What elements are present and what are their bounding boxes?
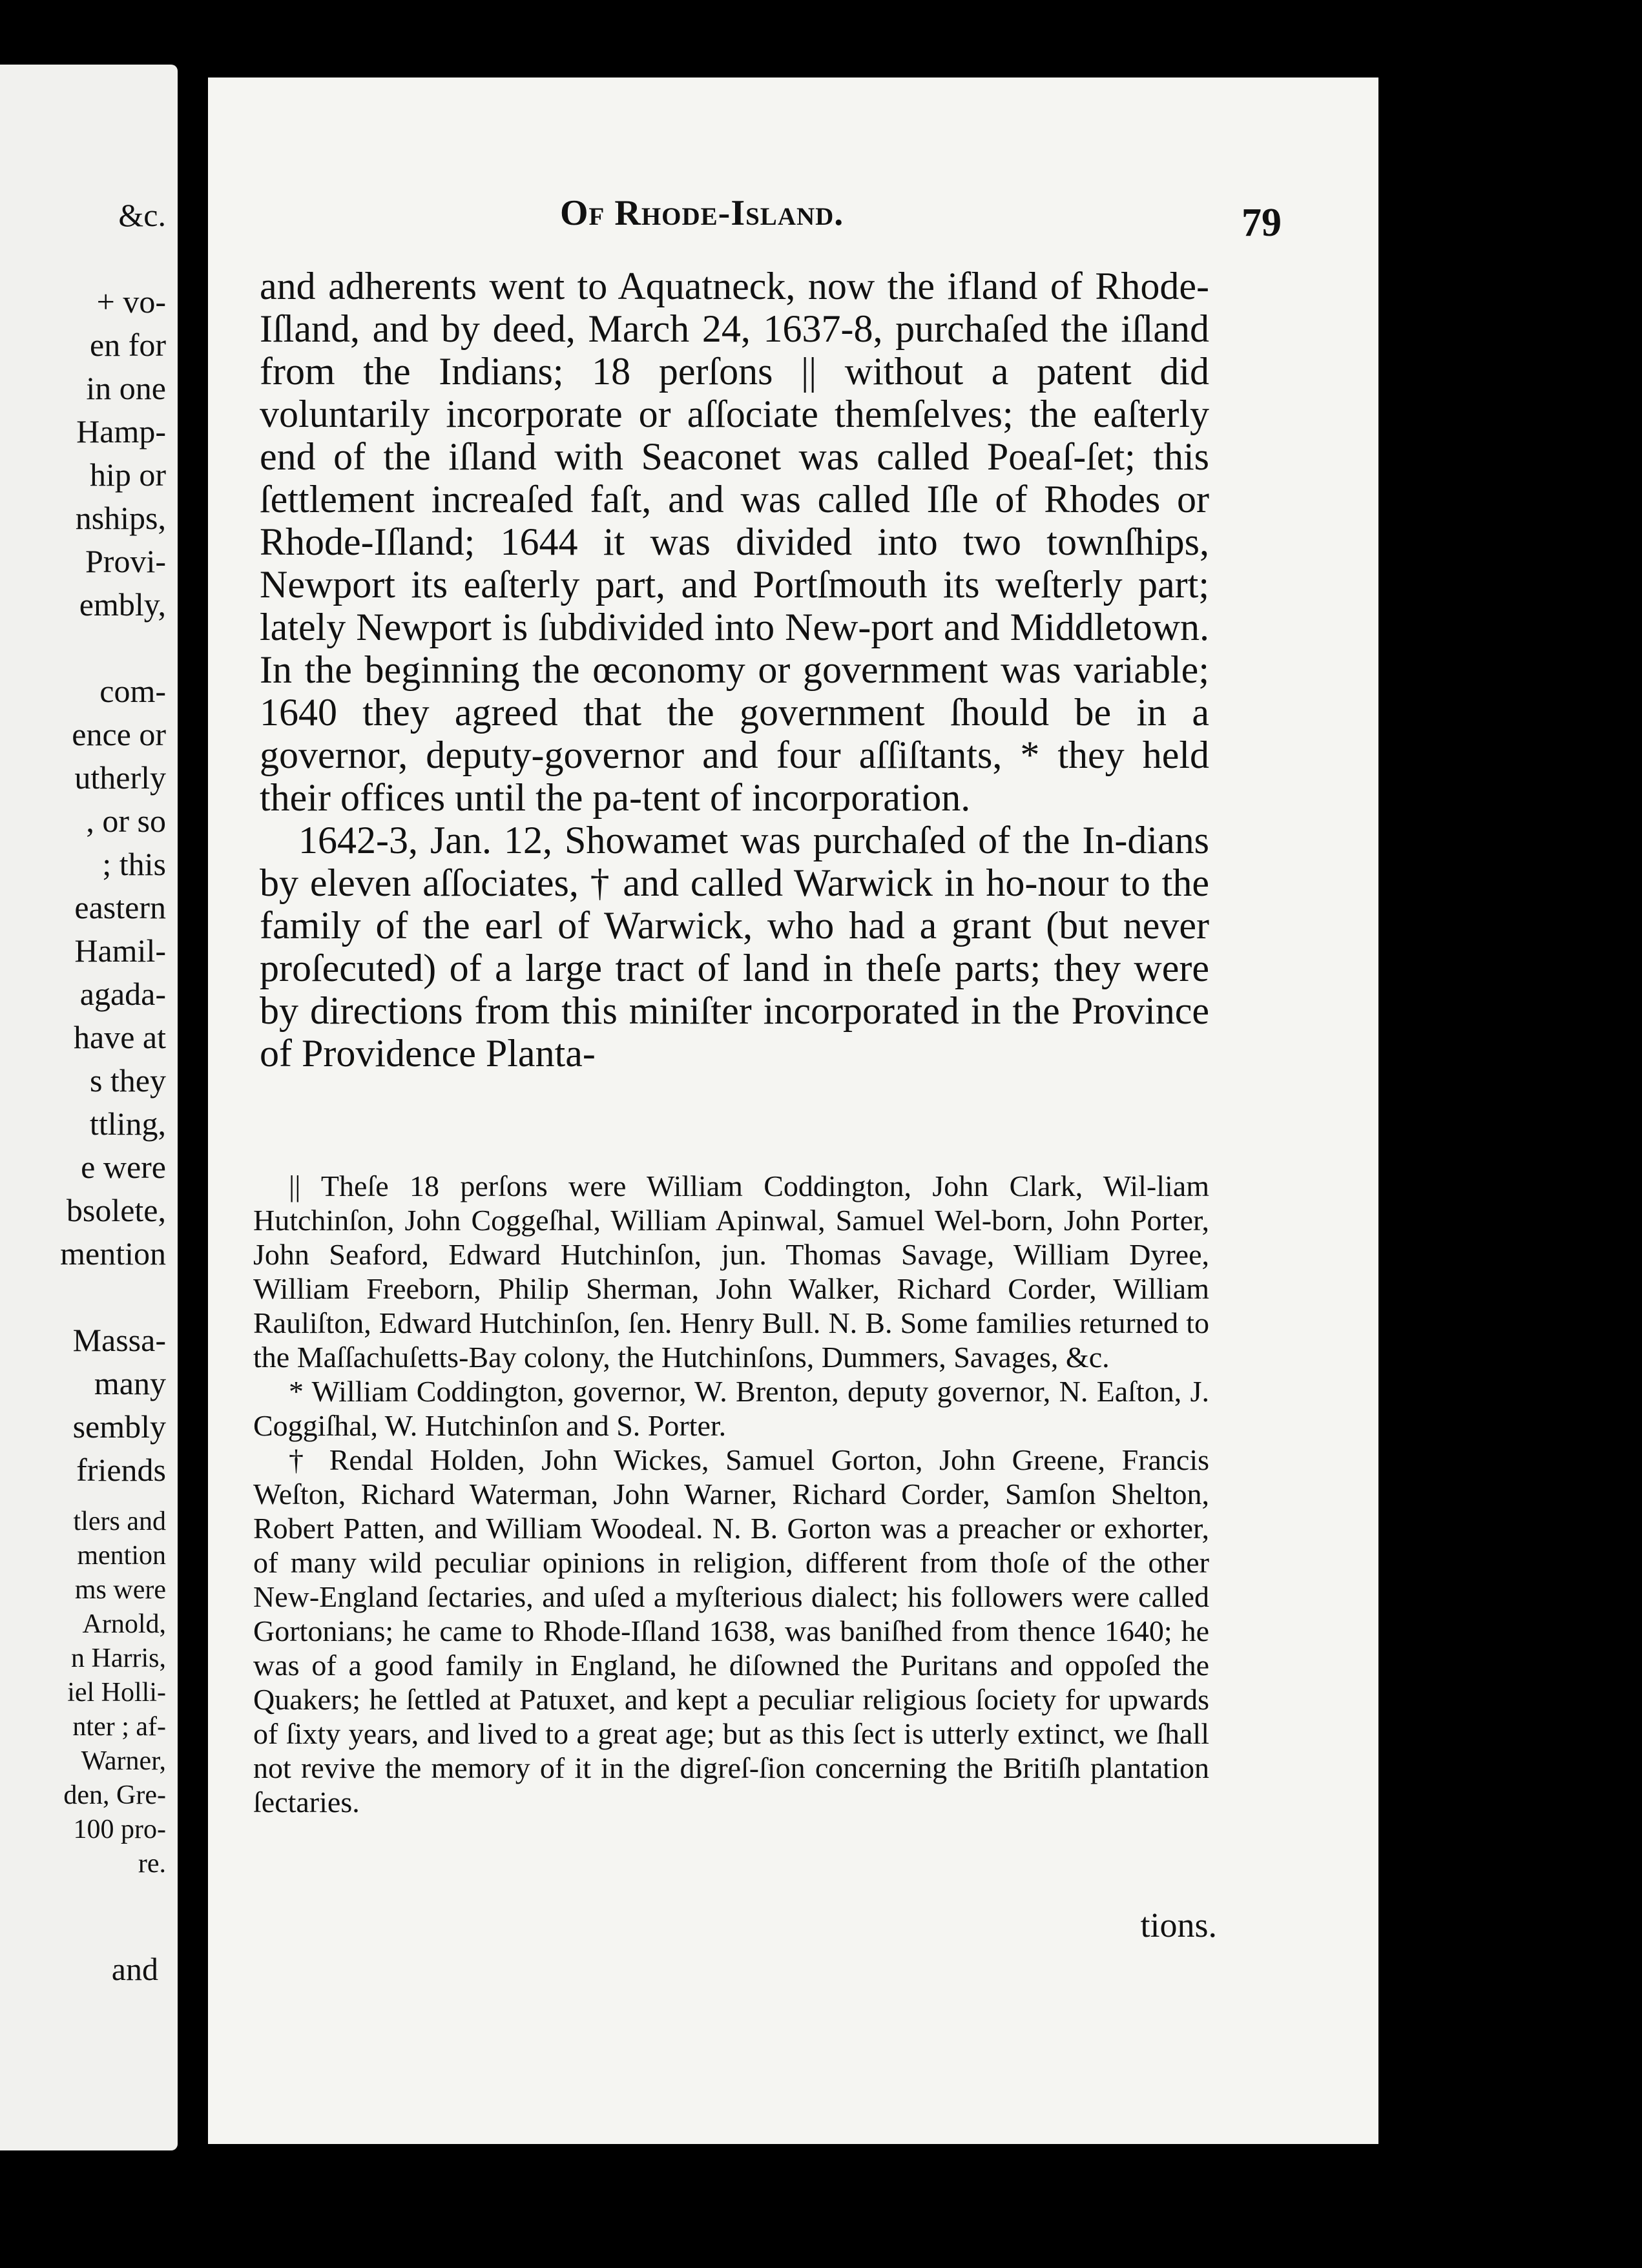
previous-page-line: Hamil- — [74, 933, 166, 969]
previous-page-footnote-line: ms were — [74, 1575, 166, 1605]
previous-page-line: in one — [86, 370, 166, 406]
previous-page-line: ence or — [72, 716, 166, 752]
previous-page-body — [60, 194, 166, 1492]
previous-page-line: &c. — [118, 197, 166, 233]
previous-page-line: have at — [74, 1019, 166, 1055]
previous-page-line — [60, 237, 166, 280]
previous-page-line: Hamp- — [76, 413, 166, 449]
previous-page-line: s they — [89, 1062, 166, 1098]
previous-page-footnote-line: n Harris, — [71, 1644, 166, 1673]
running-title: Of Rhode-Island. — [560, 193, 844, 233]
previous-page-line: , or so — [86, 803, 166, 839]
page-header — [208, 192, 1378, 244]
previous-page-footnote-line: Warner, — [81, 1746, 166, 1776]
catchword: tions. — [1140, 1906, 1217, 1944]
page-number: 79 — [1242, 201, 1282, 245]
previous-page-footnote-line: re. — [138, 1849, 166, 1879]
previous-page-line: en for — [90, 327, 166, 363]
previous-page-line: eastern — [74, 889, 166, 925]
previous-page-footnote-line: mention — [77, 1541, 166, 1571]
previous-page-footnote-line: nter ; af- — [72, 1712, 166, 1742]
footnote: || Theſe 18 perſons were William Coddington, John Clark, Wil-liam Hutchinſon, John Coggeſhal, William Apinwal, Samuel Wel-born, John Porter, John Seaford, Edward Hutchinſon, jun. Thomas Savage, William Dyree, William Freeborn, Philip Sherman, John Walker, Richard Corder, William Rauliſton, Edward Hutchinſon, ſen. Henry Bull. N. B. Some families returned to the Maſſachuſetts-Bay colony, the Hutchinſons, Dummers, Savages, &c. — [253, 1170, 1209, 1374]
previous-page-line: ; this — [102, 846, 166, 882]
body-text — [260, 265, 1209, 1075]
previous-page-fragment — [0, 65, 178, 2150]
previous-page-line: agada- — [79, 976, 166, 1012]
previous-page-footnote-line: Arnold, — [82, 1609, 166, 1639]
previous-page-footnotes — [63, 1505, 166, 1881]
previous-page-line: mention — [60, 1235, 166, 1272]
previous-page-footnote-line: den, Gre- — [63, 1780, 166, 1810]
book-page — [208, 77, 1378, 2144]
previous-page-line: Provi- — [85, 543, 166, 579]
previous-page-footnote-line: 100 pro- — [73, 1815, 166, 1844]
previous-page-catchword: and — [111, 1951, 158, 1987]
previous-page-line: ttling, — [89, 1106, 166, 1142]
previous-page-line: embly, — [79, 586, 166, 623]
previous-page-line: utherly — [74, 759, 166, 796]
footnote: † Rendal Holden, John Wickes, Samuel Gorton, John Greene, Francis Weſton, Richard Waterman, John Warner, Richard Corder, Samſon Shelton, Robert Patten, and William Woodeal. N. B. Gorton was a preacher or exhorter, of many wild peculiar opinions in religion, different from thoſe of the other New-England ſectaries, and uſed a myſterious dialect; his followers were called Gortonians; he came to Rhode-Iſland 1638, was baniſhed from thence 1640; he was of a good family in England, he diſowned the Puritans and oppoſed the Quakers; he ſettled at Patuxet, and kept a peculiar religious ſociety for upwards of ſixty years, and lived to a great age; but as this ſect is utterly extinct, we ſhall not revive the memory of it in the digreſ-ſion concerning the Britiſh plantation ſectaries. — [253, 1443, 1209, 1819]
previous-page-line — [60, 626, 166, 670]
previous-page-line: nships, — [75, 500, 166, 536]
previous-page-line: bsolete, — [66, 1192, 166, 1228]
previous-page-line: many — [94, 1365, 166, 1401]
previous-page-footnote-line: iel Holli- — [67, 1678, 166, 1707]
previous-page-line: + vo- — [96, 284, 166, 320]
previous-page-line — [60, 1275, 166, 1319]
paragraph: 1642-3, Jan. 12, Showamet was purchaſed of the In-dians by eleven aſſociates, † and called Warwick in ho-nour to the family of the earl of Warwick, who had a grant (but never proſecuted) of a large tract of land in theſe parts; they were by directions from this miniſter incorporated in the Province of Providence Planta- — [260, 819, 1209, 1075]
paragraph: and adherents went to Aquatneck, now the ifland of Rhode-Iſland, and by deed, March 24, 1637-8, purchaſed the iſland from the Indians; 18 perſons || without a patent did voluntarily incorporate or aſſociate themſelves; the eaſterly end of the iſland with Seaconet was called Poeaſ-ſet; this ſettlement increaſed faſt, and was called Iſle of Rhodes or Rhode-Iſland; 1644 it was divided into two townſhips, Newport its eaſterly part, and Portſmouth its weſterly part; lately Newport is ſubdivided into New-port and Middletown. In the beginning the œconomy or government was variable; 1640 they agreed that the government ſhould be in a governor, deputy-governor and four aſſiſtants, * they held their offices until the pa-tent of incorporation. — [260, 265, 1209, 819]
footnote: * William Coddington, governor, W. Brenton, deputy governor, N. Eaſton, J. Coggiſhal, W. Hutchinſon and S. Porter. — [253, 1375, 1209, 1442]
previous-page-line: e were — [81, 1149, 166, 1185]
previous-page-line: friends — [76, 1452, 166, 1488]
previous-page-line: com- — [99, 673, 166, 709]
footnotes — [253, 1169, 1209, 1819]
previous-page-line: hip or — [89, 457, 166, 493]
previous-page-footnote-line: tlers and — [73, 1507, 166, 1536]
previous-page-line: sembly — [72, 1408, 166, 1445]
previous-page-line: Massa- — [72, 1322, 166, 1358]
